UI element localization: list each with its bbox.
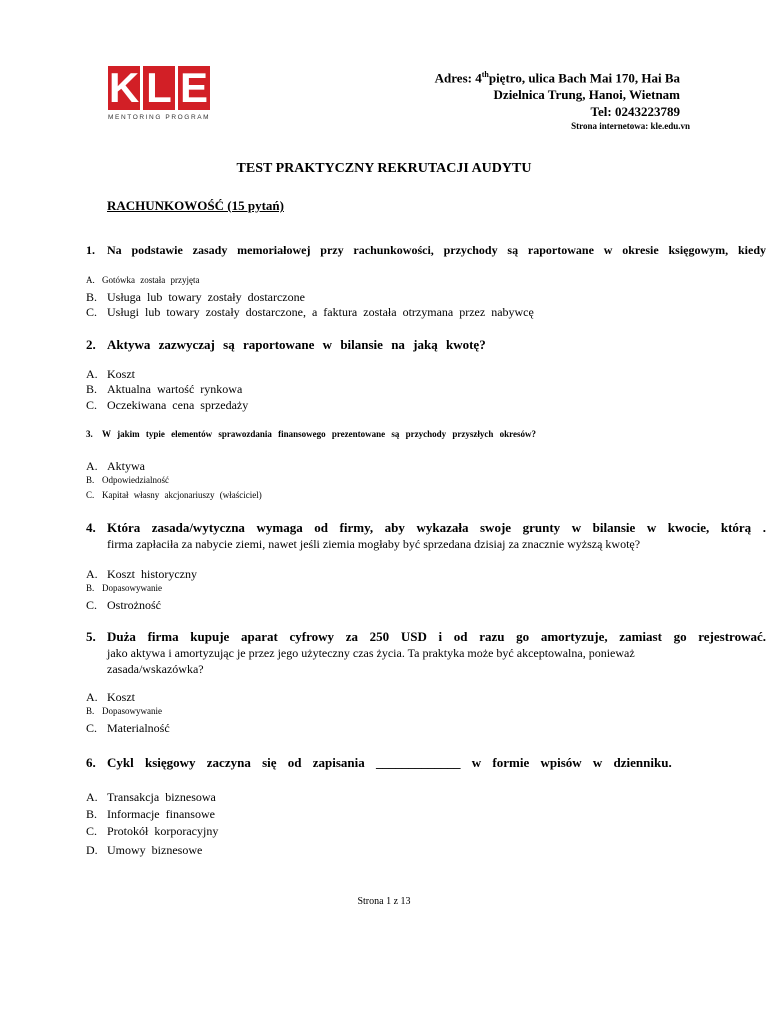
section-heading: RACHUNKOWOŚĆ (15 pytań) [107,198,284,213]
question-number: 3. [86,429,93,439]
question-number: 5. [86,629,96,644]
address-line-2: Dzielnica Trung, Hanoi, Wietnam [493,87,680,103]
option-text: Aktualna wartość rynkowa [107,382,243,396]
q2-option-a [86,367,135,382]
option-text: Dopasowywanie [102,706,162,716]
q6-option-d [86,843,202,858]
logo-letters [108,66,212,110]
question-text: W jakim typie elementów sprawozdania finansowego prezentowane są przychody przyszłych okresów? [102,429,536,439]
option-text: Dopasowywanie [102,583,162,593]
option-text: Gotówka została przyjęta [102,275,200,285]
question-5-continuation-2: zasada/wskazówka? [107,662,204,676]
option-text: Usługa lub towary zostały dostarczone [107,290,305,304]
question-number: 2. [86,337,96,352]
option-letter: A. [86,459,98,473]
option-text: Odpowiedzialność [102,475,169,485]
option-letter: C. [86,398,98,412]
q1-option-c [86,305,534,320]
option-letter: B. [86,583,95,593]
q6-option-c [86,824,218,839]
option-letter: A. [86,790,98,804]
question-3 [86,429,766,439]
q5-option-c [86,721,170,736]
option-text: Protokół korporacyjny [107,824,219,838]
option-letter: C. [86,824,98,838]
question-number: 4. [86,520,96,535]
question-text: Aktywa zazwyczaj są raportowane w bilansie na jaką kwotę? [107,337,486,352]
option-letter: A. [86,567,98,581]
option-letter: B. [86,290,98,304]
option-text: Kapitał własny akcjonariuszy (właściciel) [102,490,262,500]
question-number: 1. [86,243,95,257]
question-5-continuation-1: jako aktywa i amortyzując je przez jego użyteczny czas życia. Ta praktyka może być akceptowalna, ponieważ [107,646,635,660]
document-title: TEST PRAKTYCZNY REKRUTACJI AUDYTU [236,161,532,176]
option-letter: D. [86,843,98,857]
option-text: Umowy biznesowe [107,843,203,857]
logo-subtitle: MENTORING PROGRAM [108,114,211,121]
option-text: Ostrożność [107,598,161,612]
option-letter: C. [86,490,95,500]
option-text: Koszt [107,367,135,381]
option-text: Oczekiwana cena sprzedaży [107,398,249,412]
option-letter: C. [86,598,98,612]
question-4-continuation: firma zapłaciła za nabycie ziemi, nawet jeśli ziemia mogłaby być sprzedana dzisiaj za znacznie wyższą kwotę? [107,537,641,551]
question-4 [86,520,766,536]
option-letter: B. [86,807,98,821]
option-text: Transakcja biznesowa [107,790,216,804]
option-text: Koszt [107,690,135,704]
logo-letter-e: E [179,64,208,111]
address-line-1 [435,66,680,86]
logo-letter-l: L [143,66,175,110]
address-block [434,66,690,132]
option-letter: B. [86,382,98,396]
logo-letter-k: K [108,64,140,111]
question-text: Która zasada/wytyczna wymaga od firmy, aby wykazała swoje grunty w bilansie w kwocie, którą . [107,520,766,535]
q2-option-c [86,398,248,413]
address-website: Strona internetowa: kle.edu.vn [571,121,690,132]
q1-option-a [86,275,199,285]
q4-option-c [86,598,161,613]
option-letter: B. [86,475,95,485]
option-text: Informacje finansowe [107,807,215,821]
q5-option-a [86,690,135,705]
question-text: Cykl księgowy zaczyna się od zapisania _____________ w formie wpisów w dzienniku. [107,755,672,770]
option-letter: A. [86,690,98,704]
question-5 [86,629,766,645]
page-footer: Strona 1 z 13 [357,896,411,907]
question-6 [86,755,766,771]
option-letter: B. [86,706,95,716]
option-letter: A. [86,275,95,285]
option-letter: C. [86,721,98,735]
option-letter: A. [86,367,98,381]
address-line-1-pre: Adres: 4 [434,70,482,86]
q4-option-b [86,583,162,593]
address-phone: Tel: 0243223789 [590,104,680,120]
option-letter: C. [86,305,98,319]
address-line-1-post: piętro, ulica Bach Mai 170, Hai Ba [488,70,680,86]
question-1 [86,243,766,258]
q3-option-b [86,475,169,485]
q6-option-a [86,790,216,805]
q4-option-a [86,567,197,582]
q3-option-a [86,459,145,474]
question-2 [86,337,766,353]
option-text: Usługi lub towary zostały dostarczone, a faktura została otrzymana przez nabywcę [107,305,534,319]
option-text: Materialność [107,721,170,735]
option-text: Aktywa [107,459,145,473]
question-text: Na podstawie zasady memoriałowej przy rachunkowości, przychody są raportowane w okresie księgowym, kiedy [107,243,766,257]
q6-option-b [86,807,215,822]
q1-option-b [86,290,305,305]
option-text: Koszt historyczny [107,567,197,581]
q2-option-b [86,382,242,397]
q5-option-b [86,706,162,716]
question-number: 6. [86,755,96,770]
q3-option-c [86,490,262,500]
question-text: Duża firma kupuje aparat cyfrowy za 250 USD i od razu go amortyzuje, zamiast go rejestrować. [107,629,766,644]
address-line-1-sup: th [481,70,489,79]
kle-logo [108,66,212,124]
